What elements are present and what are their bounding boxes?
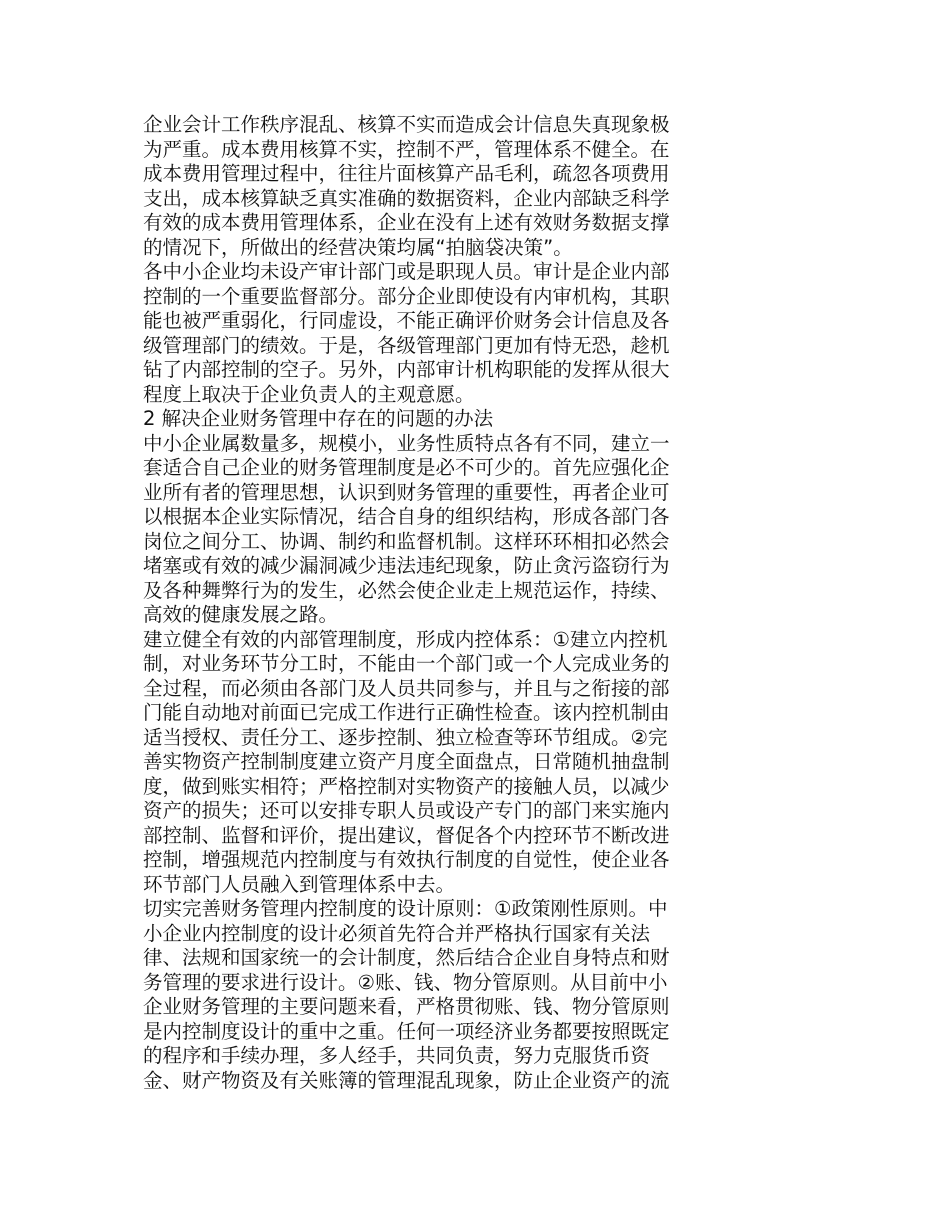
text-line: 各中小企业均未设产审计部门或是职现人员。审计是企业内部: [143, 260, 670, 283]
text-line: 是内控制度设计的重中之重。任何一项经济业务都要按照既定: [143, 1019, 670, 1043]
text-line: 全过程，而必须由各部门及人员共同参与，并且与之衔接的部: [143, 676, 670, 700]
text-line: 企业财务管理的主要问题来看，严格贯彻账、钱、物分管原则: [143, 995, 670, 1018]
text-line: 制，对业务环节分工时，不能由一个部门或一个人完成业务的: [143, 652, 670, 675]
text-line: 为严重。成本费用核算不实，控制不严，管理体系不健全。在: [143, 137, 670, 161]
text-line: 部控制、监督和评价，提出建议，督促各个内控环节不断改进: [143, 823, 670, 847]
text-line: 高效的健康发展之路。: [143, 603, 339, 626]
text-line: 钻了内部控制的空子。另外，内部审计机构职能的发挥从很大: [143, 358, 670, 381]
text-line: 支出，成本核算缺乏真实准确的数据资料，企业内部缺乏科学: [143, 186, 670, 210]
text-line: 度，做到账实相符；严格控制对实物资产的接触人员，以减少: [143, 774, 670, 798]
text-line: 的情况下，所做出的经营决策均属“拍脑袋决策”。: [143, 235, 573, 259]
text-line: 业所有者的管理思想，认识到财务管理的重要性，再者企业可: [143, 480, 670, 504]
text-line: 小企业内控制度的设计必须首先符合并严格执行国家有关法: [143, 921, 651, 945]
text-line: 善实物资产控制制度建立资产月度全面盘点，日常随机抽盘制: [143, 750, 670, 773]
text-line: 能也被严重弱化，行同虚设，不能正确评价财务会计信息及各: [143, 309, 670, 332]
text-line: 的程序和手续办理，多人经手，共同负责，努力克服货币资: [143, 1044, 651, 1067]
text-line: 有效的成本费用管理体系，企业在没有上述有效财务数据支撑: [143, 211, 670, 234]
text-line: 以根据本企业实际情况，结合自身的组织结构，形成各部门各: [143, 505, 670, 528]
text-line: 及各种舞弊行为的发生，必然会使企业走上规范运作，持续、: [143, 578, 670, 602]
text-line: 套适合自己企业的财务管理制度是必不可少的。首先应强化企: [143, 456, 670, 479]
text-line: 控制，增强规范内控制度与有效执行制度的自觉性，使企业各: [143, 848, 670, 871]
text-line: 程度上取决于企业负责人的主观意愿。: [143, 382, 475, 406]
text-line: 律、法规和国家统一的会计制度，然后结合企业自身特点和财: [143, 946, 670, 969]
text-line: 中小企业属数量多，规模小，业务性质特点各有不同，建立一: [143, 431, 670, 455]
text-line: 门能自动地对前面已完成工作进行正确性检查。该内控机制由: [143, 701, 670, 724]
section-heading: 2 解决企业财务管理中存在的问题的办法: [143, 407, 494, 430]
text-line: 岗位之间分工、协调、制约和监督机制。这样环环相扣必然会: [143, 529, 670, 553]
text-line: 金、财产物资及有关账簿的管理混乱现象，防止企业资产的流: [143, 1068, 670, 1092]
text-line: 建立健全有效的内部管理制度，形成内控体系：①建立内控机: [143, 627, 668, 651]
body-text: [143, 113, 731, 1093]
text-line: 堵塞或有效的减少漏洞减少违法违纪现象，防止贪污盗窃行为: [143, 554, 670, 577]
text-line: 资产的损失；还可以安排专职人员或设产专门的部门来实施内: [143, 799, 670, 822]
text-line: 务管理的要求进行设计。②账、钱、物分管原则。从目前中小: [143, 970, 668, 994]
text-line: 适当授权、责任分工、逐步控制、独立检查等环节组成。②完: [143, 725, 668, 749]
text-line: 控制的一个重要监督部分。部分企业即使设有内审机构，其职: [143, 284, 670, 308]
text-line: 成本费用管理过程中，往往片面核算产品毛利，疏忽各项费用: [143, 162, 670, 185]
text-line: 企业会计工作秩序混乱、核算不实而造成会计信息失真现象极: [143, 113, 670, 136]
text-line: 切实完善财务管理内控制度的设计原则：①政策刚性原则。中: [143, 897, 668, 920]
text-line: 环节部门人员融入到管理体系中去。: [143, 872, 456, 896]
text-line: 级管理部门的绩效。于是，各级管理部门更加有恃无恐，趁机: [143, 333, 670, 357]
